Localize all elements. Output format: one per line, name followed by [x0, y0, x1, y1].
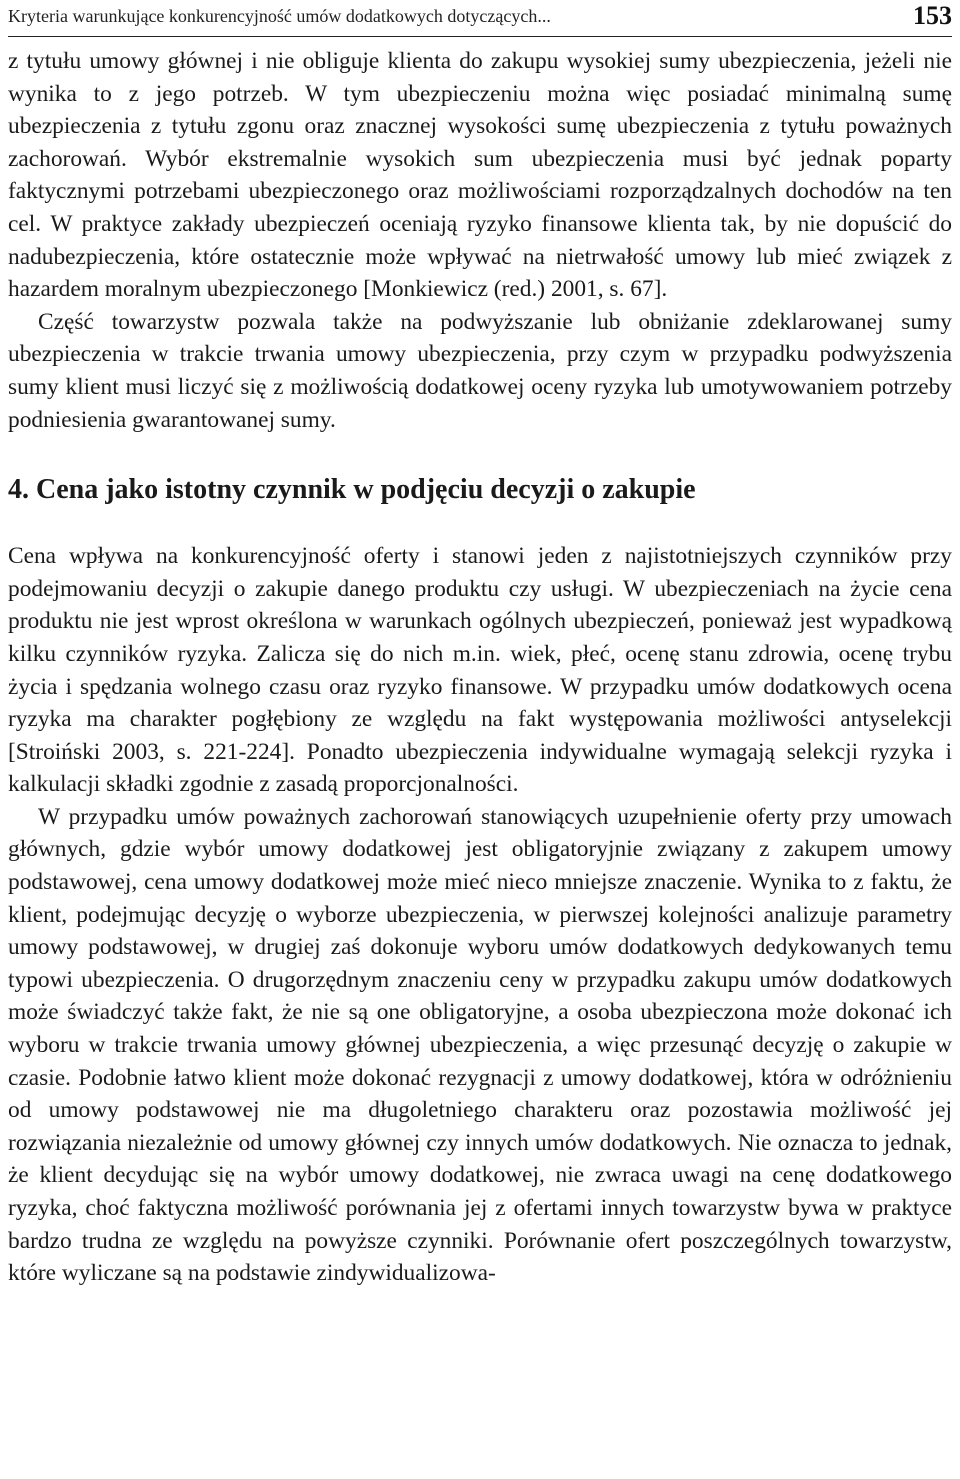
body-text — [8, 45, 952, 1290]
section-heading: 4. Cena jako istotny czynnik w podjęciu decyzji o zakupie — [8, 474, 696, 506]
paragraph: z tytułu umowy głównej i nie obliguje klienta do zakupu wysokiej sumy ubezpieczenia, jeżeli nie wynika to z jego potrzeb. W tym ubezpieczeniu można więc posiadać minimalną sumę ubezpieczenia z tytułu zgonu oraz znacznej wysokości sumę ubezpieczenia z tytułu poważnych zachorowań. Wybór ekstremalnie wysokich sum ubezpieczenia musi być jednak poparty faktycznymi potrzebami ubezpieczonego oraz możliwościami rozporządzalnych dochodów na ten cel. W praktyce zakłady ubezpieczeń oceniają ryzyko finansowe klienta tak, by nie dopuścić do nadubezpieczenia, które ostatecznie może wpływać na nietrwałość umowy lub mieć związek z hazardem moralnym ubezpieczonego [Monkiewicz (red.) 2001, s. 67]. — [8, 48, 952, 303]
running-header — [8, 0, 952, 37]
paragraph: W przypadku umów poważnych zachorowań stanowiących uzupełnienie oferty przy umowach głównych, gdzie wybór umowy dodatkowej jest obligatoryjnie związany z zakupem umowy podstawowej, cena umowy dodatkowej może mieć nieco mniejsze znaczenie. Wynika to z faktu, że klient, podejmując decyzję o wyborze ubezpieczenia, w pierwszej kolejności analizuje parametry umowy podstawowej, w drugiej zaś dokonuje wyboru umów dodatkowych dedykowanych temu typowi ubezpieczenia. O drugorzędnym znaczeniu ceny w przypadku zakupu umów dodatkowych może świadczyć także fakt, że nie są one obligatoryjne, a osoba ubezpieczona może dokonać ich wyboru w trakcie trwania umowy głównej ubezpieczenia, a więc przesunąć decyzję o zakupie w czasie. Podobnie łatwo klient może dokonać rezygnacji z umowy dodatkowej, która w odróżnieniu od umowy podstawowej nie ma długoletniego charakteru oraz pozostawia możliwość jej rozwiązania niezależnie od umowy głównej czy innych umów dodatkowych. Nie oznacza to jednak, że klient decydując się na wybór umowy dodatkowej, nie zwraca uwagi na cenę dodatkowego ryzyka, choć faktyczna możliwość porównania jej z ofertami innych towarzystw bywa w praktyce bardzo trudna ze względu na powyższe czynniki. Porównanie ofert poszczególnych towarzystw, które wyliczane są na podstawie zindywidualizowa- — [8, 803, 952, 1287]
paragraph: Cena wpływa na konkurencyjność oferty i stanowi jeden z najistotniejszych czynników przy podejmowaniu decyzji o zakupie danego produktu czy usługi. W ubezpieczeniach na życie cena produktu nie jest wprost określona w warunkach ogólnych ubezpieczeń, ponieważ jest wypadkową kilku czynników ryzyka. Zalicza się do nich m.in. wiek, płeć, ocenę stanu zdrowia, ocenę trybu życia i spędzania wolnego czasu oraz ryzyko finansowe. W przypadku umów dodatkowych ocena ryzyka ma charakter pogłębiony ze względu na fakt występowania możliwości antyselekcji [Stroiński 2003, s. 221-224]. Ponadto ubezpieczenia indywidualne wymagają selekcji ryzyka i kalkulacji składki zgodnie z zasadą proporcjonalności. — [8, 543, 952, 798]
paragraph: Część towarzystw pozwala także na podwyższanie lub obniżanie zdeklarowanej sumy ubezpieczenia w trakcie trwania umowy ubezpieczenia, przy czym w przypadku podwyższenia sumy klient musi liczyć się z możliwością dodatkowej oceny ryzyka lub umotywowaniem potrzeby podniesienia gwarantowanej sumy. — [8, 308, 952, 433]
page — [8, 0, 952, 1290]
running-title: Kryteria warunkujące konkurencyjność umów dodatkowych dotyczących... — [8, 6, 551, 26]
page-number: 153 — [913, 1, 952, 30]
